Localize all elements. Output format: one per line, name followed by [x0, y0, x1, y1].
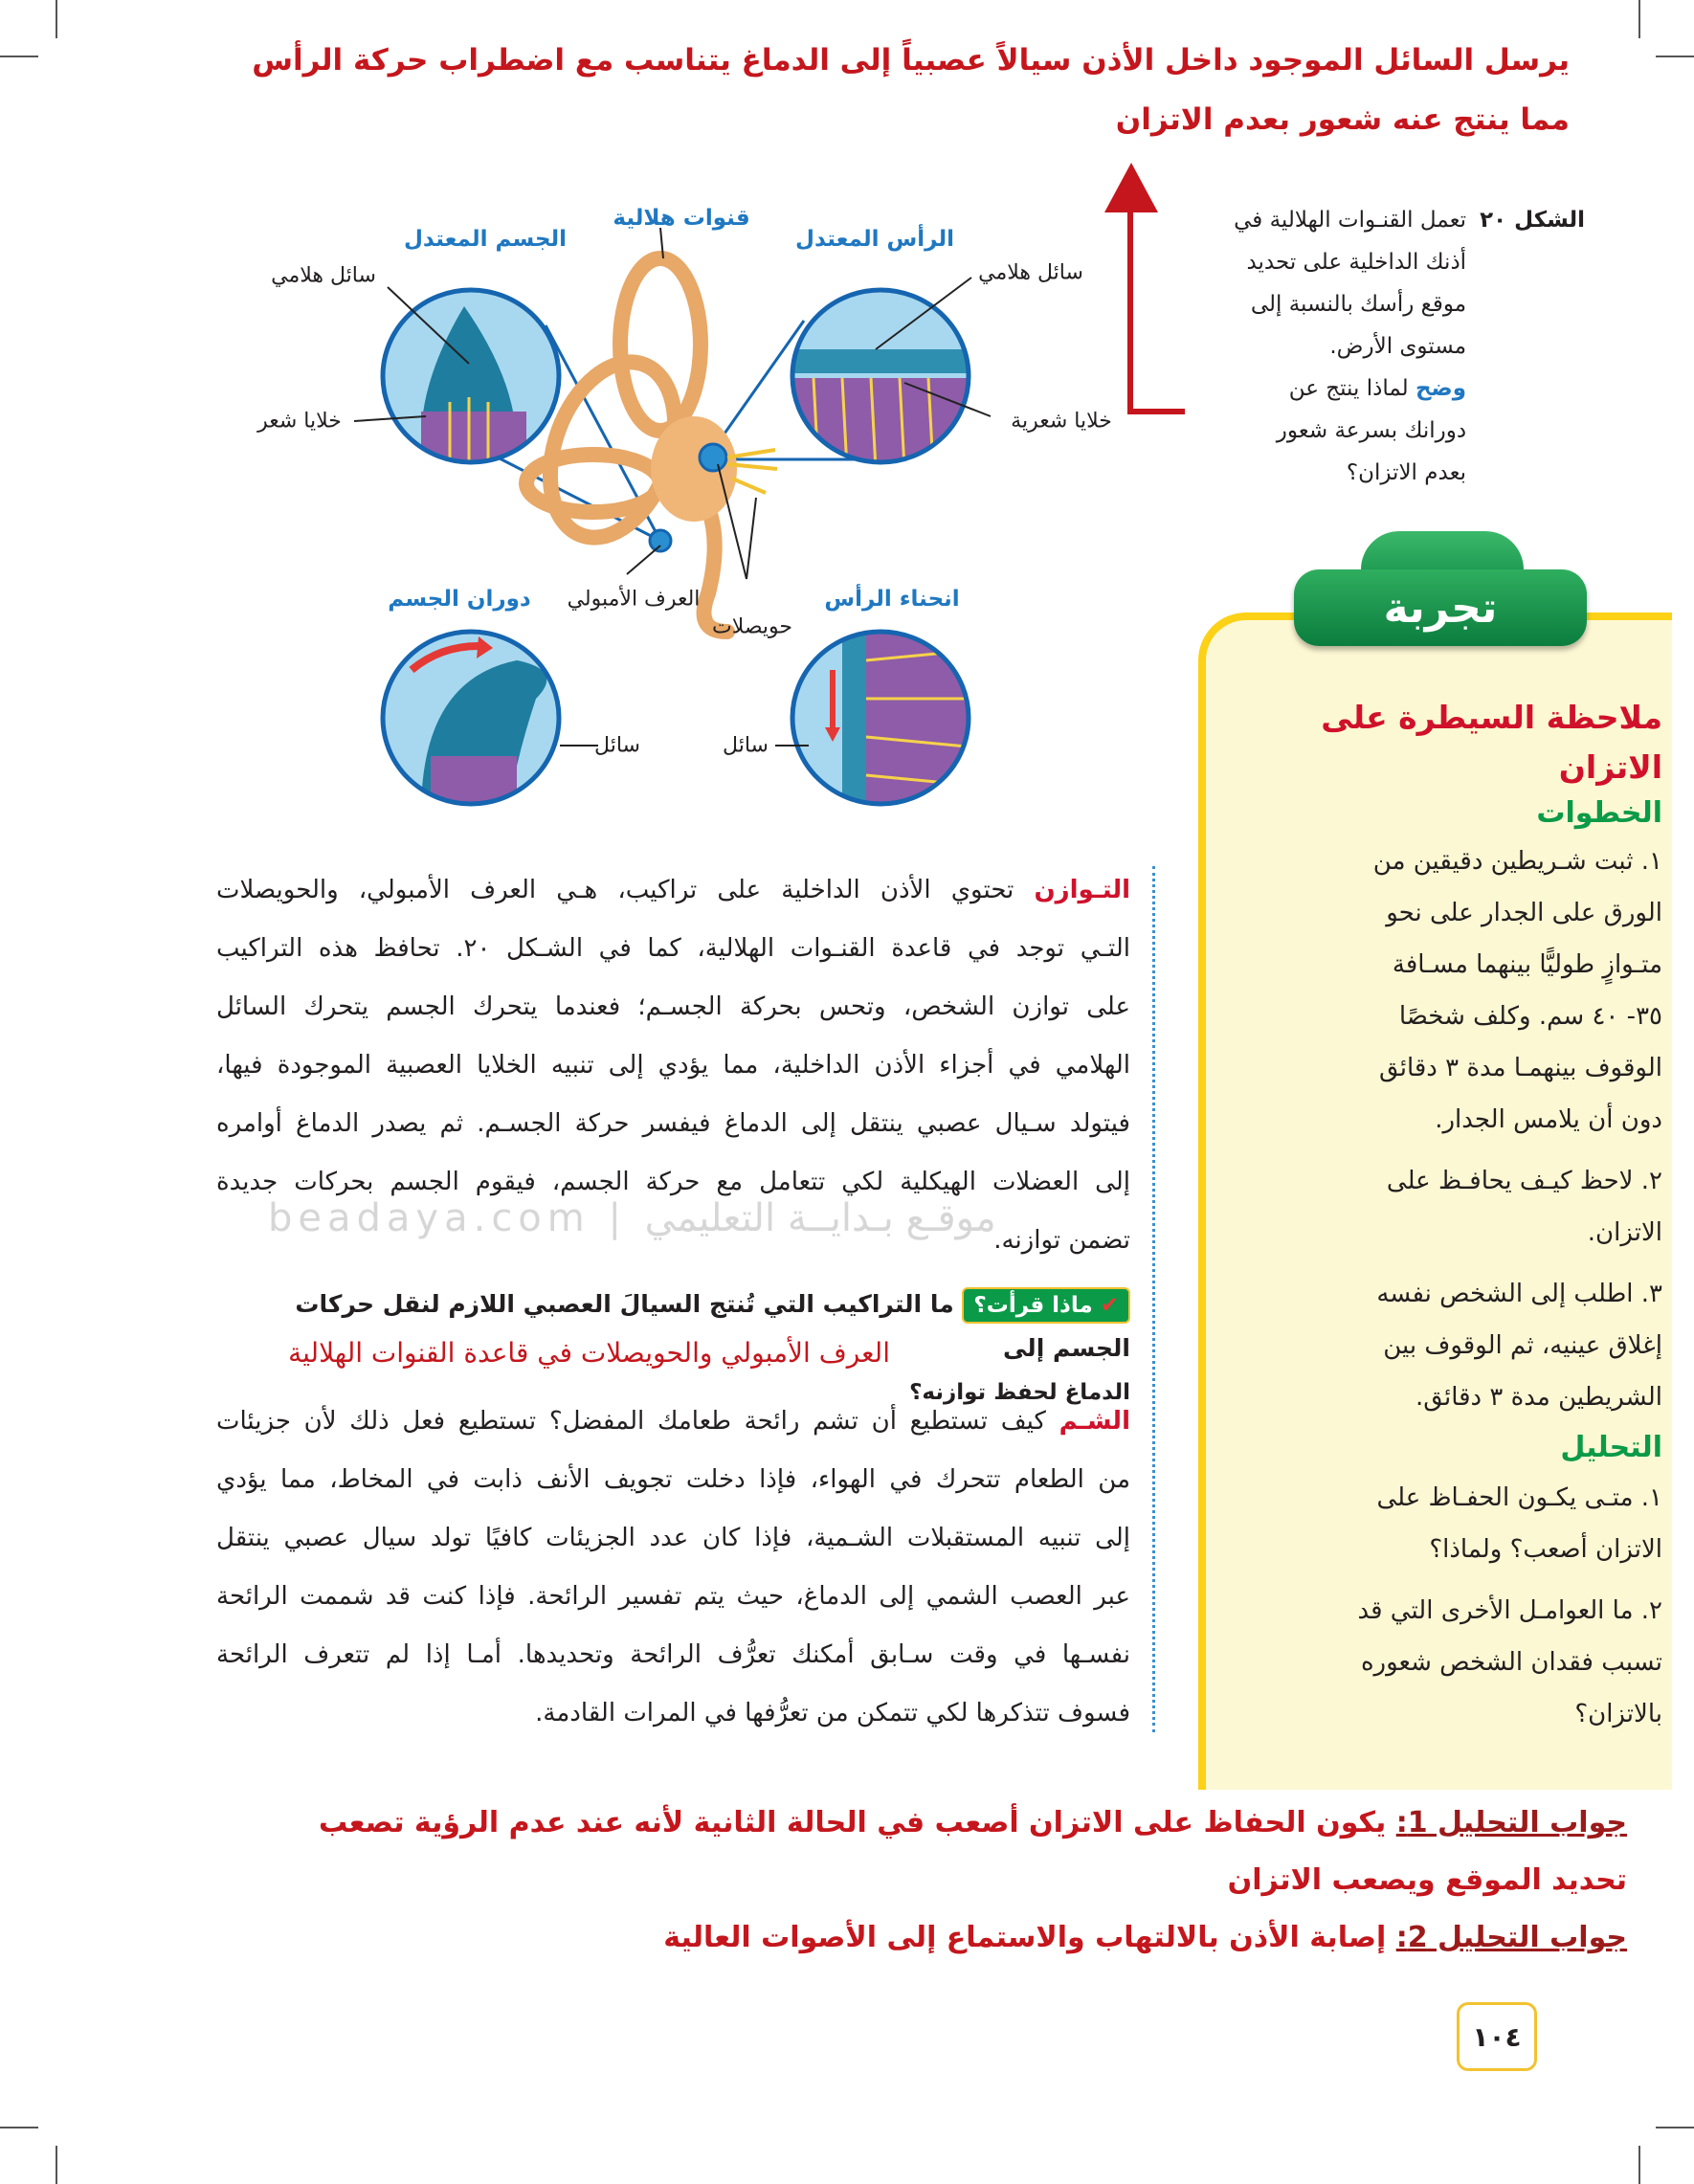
- question-text: الدماغ لحفظ توازنه؟: [909, 1380, 1130, 1405]
- caption-line: تعمل القنـوات الهلالية في: [1234, 208, 1467, 233]
- paragraph-line: من الطعام تتحرك في الهواء، فإذا دخلت تجويف الأنف ذابت في المخاط، مما يؤدي: [216, 1465, 1130, 1494]
- analysis-line: تسبب فقدان الشخص شعوره: [1360, 1648, 1662, 1677]
- page-number: ١٠٤: [1457, 2002, 1537, 2071]
- title-line: ملاحظة السيطرة على: [1321, 699, 1662, 736]
- answer-label: جواب التحليل 1:: [1395, 1806, 1627, 1839]
- analysis-line: ٢. ما العوامـل الأخرى التي قد: [1357, 1596, 1662, 1625]
- caption-line: بعدم الاتزان؟: [1346, 460, 1467, 485]
- crop-mark: [1656, 56, 1694, 57]
- step-line: الوقوف بينهمـا مدة ٣ دقائق: [1379, 1054, 1662, 1082]
- paragraph-line: التـي توجد في قاعدة القنـوات الهلالية، كما في الشـكل ٢٠. تحافظ هذه التراكيب: [216, 934, 1130, 963]
- caption-line: موقع رأسك بالنسبة إلى: [1250, 292, 1467, 317]
- experiment-title: [1244, 693, 1662, 792]
- crop-mark: [56, 2146, 57, 2184]
- label-gel: سائل هلامي: [271, 263, 376, 288]
- label-vesicles: حويصلات: [711, 614, 793, 639]
- question-text: ما التراكيب التي تُنتج السيالَ العصبي اللازم لنقل حركات الجسم إلى: [295, 1290, 1130, 1362]
- handwritten-answer: العرف الأمبولي والحويصلات في قاعدة القنوات الهلالية: [288, 1337, 890, 1369]
- paragraph-line: فيتولد سـيال عصبي ينتقل إلى الدماغ فيفسر حركة الجسـم. ثم يصدر الدماغ أوامره: [216, 1109, 1130, 1138]
- caption-line: دورانك بسرعة شعور: [1276, 418, 1467, 443]
- step-line: دون أن يلامس الجدار.: [1435, 1105, 1662, 1134]
- check-icon: ✔: [1100, 1293, 1119, 1318]
- top-note-line: يرسل السائل الموجود داخل الأذن سيالاً عصبياً إلى الدماغ يتناسب مع اضطراب حركة الرأس: [252, 43, 1570, 78]
- badge-label: ماذا قرأت؟: [973, 1293, 1093, 1318]
- paragraph-line: إلى تنبيه المستقبلات الشـمية، فإذا كان عدد الجزيئات كافيًا تولد سيال عصبي ينتقل: [216, 1524, 1130, 1552]
- answer-text: تحديد الموقع ويصعب الاتزان: [1227, 1863, 1627, 1897]
- label-hair-cells: خلايا شعرية: [1011, 409, 1112, 434]
- step-line: الاتزان.: [1587, 1218, 1662, 1247]
- crop-mark: [0, 2127, 38, 2128]
- label-body-rotation: دوران الجسم: [388, 587, 531, 612]
- explain-word: وضح: [1415, 376, 1467, 401]
- experiment-tab: [1294, 531, 1587, 648]
- balance-paragraph: [216, 861, 1130, 1270]
- column-divider: [1152, 866, 1155, 1732]
- answer-label: جواب التحليل 2:: [1395, 1921, 1627, 1954]
- paragraph-line: إلى العضلات الهيكلية لكي تتعامل مع حركة الجسم، فيقوم الجسم بحركات جديدة: [216, 1168, 1130, 1196]
- top-note-line: مما ينتج عنه شعور بعدم الاتزان: [1115, 102, 1570, 137]
- caption-line: لماذا ينتج عن: [1288, 376, 1409, 401]
- keyword-balance: التـوازن: [1034, 876, 1130, 904]
- experiment-tab-label: تجربة: [1383, 583, 1498, 633]
- step-line: متـوازٍ طوليًّا بينهما مسـافة: [1392, 950, 1662, 979]
- label-hair-cells: خلايا شعر: [257, 409, 342, 434]
- paragraph-line: الهلامي في أجزاء الأذن الداخلية، مما يؤدي إلى تنبيه الخلايا العصبية الموجودة فيها،: [216, 1051, 1130, 1080]
- step-1: [1244, 836, 1662, 1146]
- label-semicircular-canals: قنوات هلالية: [613, 206, 750, 231]
- title-line: الاتزان: [1558, 748, 1662, 786]
- analysis-1: [1244, 1472, 1662, 1575]
- step-line: الورق على الجدار على نحو: [1386, 899, 1662, 927]
- analysis-heading: التحليل: [1560, 1431, 1662, 1464]
- step-line: ١. ثبت شـريطين دقيقين من: [1372, 847, 1662, 876]
- caption-line: أذنك الداخلية على تحديد: [1246, 250, 1467, 275]
- figure-label: الشكل ٢٠: [1480, 208, 1585, 233]
- inner-ear-illustration: [0, 0, 1148, 823]
- step-3: [1244, 1268, 1662, 1423]
- label-ampulla: العرف الأمبولي: [567, 587, 701, 612]
- answer-text: إصابة الأذن بالالتهاب والاستماع إلى الأصوات العالية: [663, 1921, 1387, 1954]
- paragraph-line: تحتوي الأذن الداخلية على تراكيب، هـي العرف الأمبولي، والحويصلات: [216, 876, 1014, 904]
- crop-mark: [1638, 2146, 1640, 2184]
- answer-text: يكون الحفاظ على الاتزان أصعب في الحالة الثانية لأنه عند عدم الرؤية تصعب: [318, 1806, 1387, 1839]
- paragraph-line: على توازن الشخص، وتحس بحركة الجسـم؛ فعندما يتحرك الجسم يتحرك السائل: [216, 992, 1130, 1021]
- label-head-tilt: انحناء الرأس: [824, 587, 960, 612]
- analysis-line: الاتزان أصعب؟ ولماذا؟: [1429, 1535, 1662, 1564]
- handwritten-answers: [191, 1794, 1627, 1967]
- paragraph-line: كيف تستطيع أن تشم رائحة طعامك المفضل؟ تستطيع فعل ذلك لأن جزيئات: [216, 1407, 1046, 1436]
- steps-heading: الخطوات: [1536, 796, 1662, 830]
- label-fluid: سائل: [723, 733, 769, 758]
- paragraph-line: فسوف تتذكرها لكي تتمكن من تعرُّفها في المرات القادمة.: [535, 1699, 1130, 1727]
- watermark: beadaya.com | موقـع بـدايــة التعليمي: [268, 1196, 996, 1240]
- caption-line: مستوى الأرض.: [1329, 334, 1467, 359]
- crop-mark: [1656, 2127, 1694, 2128]
- experiment-box: [1198, 613, 1672, 1790]
- analysis-2: [1244, 1585, 1662, 1740]
- analysis-line: ١. متـى يكـون الحفـاظ على: [1376, 1483, 1662, 1512]
- figure-caption: [1183, 199, 1585, 494]
- paragraph-line: عبر العصب الشمي إلى الدماغ، حيث يتم تفسير الرائحة. فإذا كنت قد شممت الرائحة: [216, 1582, 1130, 1611]
- step-line: ٣. اطلب إلى الشخص نفسه: [1376, 1280, 1662, 1308]
- inner-ear-diagram: [0, 0, 1148, 823]
- paragraph-line: نفسـها في وقت سـابق أمكنك تعرُّف الرائحة وتحديدها. أمـا إذا لم تتعرف الرائحة: [216, 1640, 1130, 1669]
- step-line: الشريطين مدة ٣ دقائق.: [1415, 1383, 1662, 1412]
- keyword-smell: الشـم: [1059, 1407, 1130, 1436]
- step-2: [1244, 1155, 1662, 1259]
- label-head-upright: الرأس المعتدل: [794, 227, 955, 252]
- label-gel: سائل هلامي: [978, 260, 1083, 285]
- label-body-upright: الجسم المعتدل: [403, 227, 568, 252]
- step-line: ٣٥- ٤٠ سم. وكلف شخصًا: [1398, 1002, 1662, 1031]
- step-line: ٢. لاحظ كيـف يحافـظ على: [1386, 1167, 1662, 1195]
- what-did-you-read-badge: [962, 1287, 1130, 1324]
- analysis-line: بالاتزان؟: [1574, 1700, 1662, 1728]
- label-fluid: سائل: [594, 733, 640, 758]
- crop-mark: [1638, 0, 1640, 38]
- step-line: إغلاق عينيه، ثم الوقوف بين: [1383, 1331, 1662, 1360]
- smell-paragraph: [216, 1393, 1130, 1743]
- paragraph-line: تضمن توازنه.: [993, 1226, 1130, 1255]
